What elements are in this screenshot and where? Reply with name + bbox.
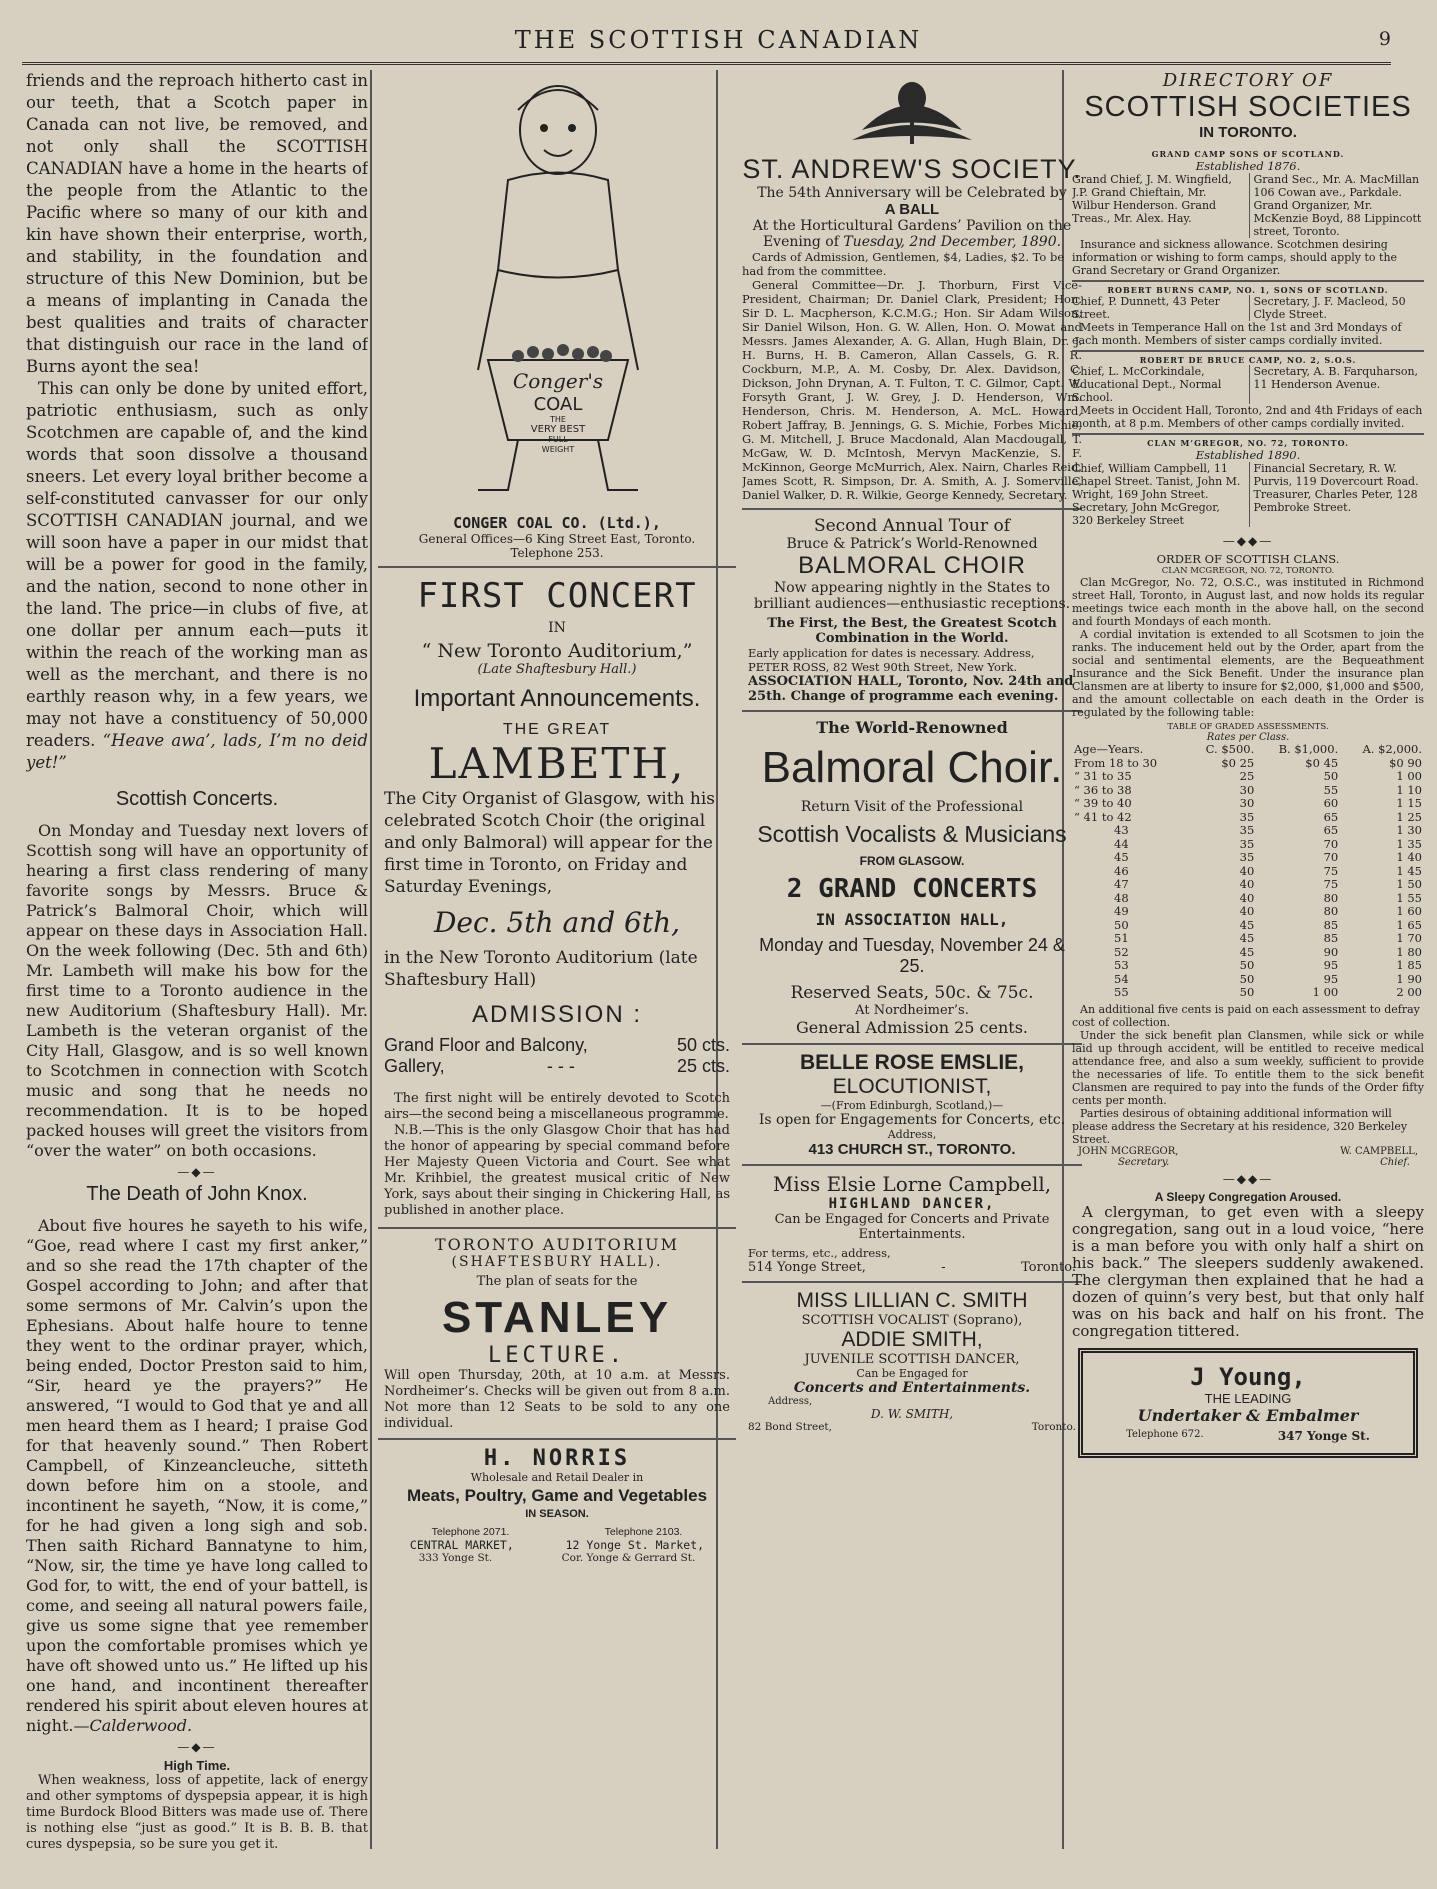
entry-note: Meets in Occident Hall, Toronto, 2nd and 4th Fridays of each month, at 8 p.m. Members of other camps cordially invited. <box>1072 404 1423 430</box>
norris-market: CENTRAL MARKET, <box>409 1538 514 1552</box>
campbell-dash: - <box>941 1260 946 1275</box>
tour-text: Now appearing nightly in the States to brilliant audiences—enthusiastic receptions. <box>753 580 1071 612</box>
table-cell: 1 90 <box>1396 971 1422 986</box>
entry-officers <box>1072 173 1424 238</box>
table-cell: 2 00 <box>1396 985 1422 999</box>
wr-general: General Admission 25 cents. <box>796 1018 1028 1037</box>
late-name: (Late Shaftesbury Hall.) <box>477 662 637 677</box>
conger-address: General Offices—6 King Street East, Toronto. <box>418 532 696 546</box>
clans-text: A cordial invitation is extended to all Scotsmen to join the ranks. The inducement held out by the Order, apart from the social and sentimental elements, are the Bequeathment Insurance and the Sick Benefit. Under the insurance plan Clansmen are at liberty to insure for $2,000, $1,000 and $500, and the amount collectable on each death in the Order is regulated by the following table: <box>1072 628 1424 719</box>
hightime-text: When weakness, loss of appetite, lack of energy and other symptoms of dyspepsia appear, it is high time Burdock Blood Bitters was made use of. There is nothing else “just as good.” It is B. B. B. that cures dyspepsia, so be sure you get it. <box>26 1773 368 1852</box>
lambeth-title: LAMBETH, <box>428 739 686 788</box>
norris-sub: Wholesale and Retail Dealer in <box>470 1471 644 1484</box>
tour-line2: Bruce & Patrick’s World-Renowned <box>786 536 1038 552</box>
table-cell: 47 <box>1114 877 1129 891</box>
entry-name: GRAND CAMP SONS OF SCOTLAND. <box>1151 149 1345 159</box>
campbell-address-row <box>748 1260 1076 1275</box>
table-cell: 65 <box>1323 823 1339 837</box>
society-committee: General Committee—Dr. J. Thorburn, First Vice-President, Chairman; Dr. Daniel Clark, President; Hon. Sir D. L. Macpherson, K.C.M.G.; Hon. Sir Adam Wilson, Sir Daniel Wilson, Hon. G. W. Allen, Hon. O. Mowat and Messrs. James Alexander, A. G. Allan, Hugh Blain, Dr. J. H. Burns, H. B. Cameron, Allan Cassels, G. R. R. Cockburn, M.P., A. M. Cosby, Dr. Alex. Davidson, C. Dickson, John Drynan, A. T. Fulton, T. C. Gilmor, Capt. W. Forsyth Grant, J. W. Grey, J. D. Henderson, Wm. Henderson, Chris. M. Henderson, A. McL. Howard, Robert Jaffray, B. Jennings, G. S. Michie, Forbes Michie, G. M. Mitchell, J. Bruce Macdonald, Alan Macdougall, T. McGaw, W. D. McIntosh, Mervyn MacKenzie, S. F. McKinnon, George McMurrich, Alex. Nairn, Charles Reid, James Scott, R. Simpson, Dr. A. Smith, A. J. Somerville, Daniel Walker, D. R. Wilkie, George Kennedy, Secretary. <box>742 278 1082 502</box>
society-line1: The 54th Anniversary will be Celebrated by <box>757 185 1067 201</box>
wr-reserved: Reserved Seats, 50c. & 75c. <box>790 983 1034 1003</box>
entry-officers <box>1072 365 1424 404</box>
entry-note: Insurance and sickness allowance. Scotchmen desiring information or wishing to form camps, should apply to the Grand Secretary or Grand Organizer. <box>1072 238 1398 277</box>
stanley-text: Will open Thursday, 20th, at 10 a.m. at Messrs. Nordheimer’s. Checks will be given out from 8 a.m. Not more than 12 Seats to be sold to any one individual. <box>384 1368 730 1431</box>
concerts-text: On Monday and Tuesday next lovers of Scottish song will have an opportunity of hearing a first class rendering of many favorite songs by Messrs. Bruce & Patrick’s Balmoral Choir, which will appear on these days in Association Hall. On the week following (Dec. 5th and 6th) Mr. Lambeth will make his bow for the first time to a Toronto audience in the new Auditorium (Shaftesbury Hall). Mr. Lambeth is the veteran organist of the City Hall, Glasgow, and is so well known to Scotchmen in connection with Scotch music and song that he needs no recommendation. It is to be hoped packed houses will greet the visitors from “over the water” on both occasions. <box>26 821 368 1160</box>
table-cell: 70 <box>1323 836 1339 851</box>
society-line2-text: At the Horticultural Gardens’ Pavilion on the Evening of <box>752 218 1072 250</box>
table-cell: “ 36 to 38 <box>1074 782 1132 797</box>
page-header <box>0 20 1437 62</box>
young-ad <box>1078 1348 1418 1458</box>
table-cell: 1 40 <box>1396 850 1422 864</box>
table-cell: 1 50 <box>1396 877 1422 891</box>
ta-sub: (SHAFTESBURY HALL). <box>451 1254 663 1270</box>
norris-markets <box>384 1538 730 1552</box>
editorial-paragraph: friends and the reproach hitherto cast in our teeth, that a Scotch paper in Canada can not live, be removed, and not only shall the SCOTTISH CANADIAN have a home in the hearts of the people from the Atlantic to the Pacific where so many of our kith and kin have shown their enterprise, worth, and stability, in the foundation and structure of this New Dominion, but be a means of implanting in Canada the best qualities and traits of character that distinguish our race in the land of Burns ayont the sea! <box>26 71 368 376</box>
entry-name: CLAN M’GREGOR, NO. 72, TORONTO. <box>1147 438 1349 448</box>
table-cell: 53 <box>1114 958 1129 972</box>
entry-officers-left: Grand Chief, J. M. Wingfield, J.P. Grand Chieftain, Mr. Wilbur Henderson. Grand Treas., Mr. Alex. Hay. <box>1072 173 1232 225</box>
wr-dates: Monday and Tuesday, November 24 & 25. <box>759 935 1065 976</box>
sleepy-text: A clergyman, to get even with a sleepy congregation, sang out in a loud voice, “here is a man before you with only half a shirt on his back.” The sleepers suddenly awakened. The clergyman then explained that he had a dozen of quinn’s very best, but that only half was on his back and half on his front. The congregation tittered. <box>1072 1202 1424 1340</box>
table-cell: 40 <box>1239 877 1255 891</box>
norris-tel: Telephone 2103. <box>604 1526 683 1538</box>
auditorium-name: “ New Toronto Auditorium,” <box>421 640 693 662</box>
entry-officers-right: Secretary, J. F. Macleod, 50 Clyde Street. <box>1249 295 1425 321</box>
table-row <box>1072 757 1424 771</box>
table-cell: 85 <box>1323 931 1339 945</box>
knox-source: —Calderwood. <box>73 1716 193 1735</box>
norris-addr: Cor. Yonge & Gerrard St. <box>561 1552 696 1564</box>
tour-apply: Early application for dates is necessary. Address, PETER ROSS, 82 West 90th Street, New York. <box>748 646 1035 674</box>
table-cell: 50 <box>1239 985 1255 999</box>
table-row <box>1072 946 1424 960</box>
lambeth-dates: Dec. 5th and 6th, <box>433 906 681 939</box>
entry-officers-right: Grand Sec., Mr. A. MacMillan 106 Cowan ave., Parkdale. Grand Organizer, Mr. McKenzie Boyd, 88 Lippincott street, Toronto. <box>1249 173 1425 238</box>
table-row <box>1072 878 1424 892</box>
society-cards: Cards of Admission, Gentlemen, $4, Ladies, $2. To be had from the committee. <box>742 250 1065 278</box>
society-line2 <box>742 218 1082 250</box>
table-cell: $0 25 <box>1221 755 1255 770</box>
table-cell: 1 25 <box>1396 809 1422 824</box>
norris-tel: Telephone 2071. <box>431 1526 510 1538</box>
tour-line1: Second Annual Tour of <box>813 516 1011 536</box>
table-cell: 60 <box>1323 796 1339 810</box>
table-cell: 1 55 <box>1396 890 1422 905</box>
knox-body: About five houres he sayeth to his wife, “Goe, read where I cast my first anker,” and so she read the 17th chapter of the Gospel according to John; and after that some sermons of Mr. Calvin’s upon the Ephesians. About halfe houre to tenne they went to the ordinar prayer, which, being ended, Doctor Preston said to him, “Sir, heard ye the prayers?” He answered, “I would to God that ye and all men heard them as I heard; I praise God for that heavenly sound.” Then Robert Campbell, of Kinzeancleuche, sitteth down before him on a stoole, and incontinent he sayeth, “Now, it is come,” for he had given a long sigh and sob. Then saith Richard Bannatyne to him, “Now, sir, the time ye have long called to God for, to witt, the end of your battell, is come, and seeing all natural powers faile, give us some signe that yee remember upon the comfortable promises which ye have oft showed unto us.” He lifted up his one hand, and incontinent thereafter rendered his spirit about eleven houres at night. <box>26 1216 368 1735</box>
table-cell: 52 <box>1114 944 1129 959</box>
table-cell: 95 <box>1323 958 1339 972</box>
campbell-text: Can be Engaged for Concerts and Private Entertainments. <box>774 1212 1050 1242</box>
table-cell: 25 <box>1239 769 1255 783</box>
table-cell: 30 <box>1239 796 1255 810</box>
tour-assoc: ASSOCIATION HALL, Toronto, Nov. 24th and 25th. Change of programme each evening. <box>748 674 1074 704</box>
campbell-city: Toronto. <box>1021 1260 1076 1275</box>
coal-sack-text: FULL <box>548 435 568 444</box>
table-cell: 1 30 <box>1396 823 1422 837</box>
directory-title: DIRECTORY OF <box>1162 70 1334 91</box>
smith-engaged: Can be Engaged for <box>856 1367 968 1380</box>
wr-choir: Balmoral Choir. <box>761 743 1063 792</box>
divider-ornament: —◆— <box>177 1740 217 1754</box>
wr-heading: The World-Renowned <box>816 718 1008 737</box>
first-concert-title: FIRST CONCERT <box>417 576 697 616</box>
table-cell: 55 <box>1323 782 1339 797</box>
norris-addresses <box>384 1552 730 1564</box>
table-cell: 95 <box>1323 971 1339 986</box>
entry-officers <box>1072 462 1424 527</box>
table-row <box>1072 959 1424 973</box>
entry-officers-right: Secretary, A. B. Farquharson, 11 Henderson Avenue. <box>1249 365 1425 404</box>
table-cell: 1 10 <box>1396 782 1422 797</box>
table-cell: 1 00 <box>1396 769 1422 783</box>
admission-row <box>384 1035 730 1056</box>
coal-sack-text: THE <box>550 415 566 424</box>
young-addr: 347 Yonge St. <box>1277 1428 1370 1443</box>
signatures <box>1072 1146 1424 1168</box>
column-4 <box>1072 70 1424 1859</box>
tour-ad <box>742 510 1082 712</box>
table-cell: 40 <box>1239 863 1255 878</box>
table-cell: “ 41 to 42 <box>1074 809 1132 824</box>
coal-sack-text: Conger's <box>512 369 604 393</box>
smith-address-label: Address, <box>768 1396 813 1407</box>
society-entry <box>1072 149 1424 282</box>
table-cell: $0 45 <box>1305 755 1339 770</box>
clans-heading: ORDER OF SCOTTISH CLANS. <box>1156 552 1340 566</box>
coal-boy-illustration <box>378 70 736 510</box>
campbell-ad <box>742 1166 1082 1283</box>
table-cell: 44 <box>1114 836 1129 851</box>
table-cell: 49 <box>1114 904 1129 918</box>
the-great: THE GREAT <box>502 721 612 738</box>
table-cell: 80 <box>1323 890 1339 905</box>
world-renowned-ad <box>742 712 1082 1045</box>
knox-heading: The Death of John Knox. <box>86 1183 308 1205</box>
emslie-name: BELLE ROSE EMSLIE, <box>799 1051 1025 1074</box>
entry-officers-left: Chief, William Campbell, 11 Chapel Street. Tanist, John M. Wright, 169 John Street. Secretary, John McGregor, 320 Berkeley Street <box>1072 462 1241 527</box>
clans-sub: CLAN MCGREGOR, NO. 72, TORONTO. <box>1161 566 1335 576</box>
concerts-heading: Scottish Concerts. <box>115 788 279 810</box>
important-title: Important Announcements. <box>413 685 701 712</box>
divider-ornament: —◆◆— <box>1222 534 1274 548</box>
wr-grand: 2 GRAND CONCERTS <box>786 874 1038 904</box>
table-cell: 40 <box>1239 890 1255 905</box>
ta-plan: The plan of seats for the <box>476 1274 638 1289</box>
norris-goods: Meats, Poultry, Game and Vegetables <box>406 1486 708 1505</box>
young-phone: Telephone 672. <box>1126 1428 1204 1440</box>
admission-row <box>384 1056 730 1077</box>
admission-label: Gallery, <box>384 1056 445 1076</box>
entry-officers <box>1072 295 1424 321</box>
entry-name: ROBERT DE BRUCE CAMP, NO. 2, S.O.S. <box>1139 355 1357 365</box>
society-date: Tuesday, 2nd December, 1890. <box>843 234 1062 250</box>
table-cell: 75 <box>1323 863 1339 878</box>
campbell-addr: 514 Yonge Street, <box>748 1260 866 1275</box>
young-trade: Undertaker & Embalmer <box>1137 1405 1359 1425</box>
column-2 <box>378 70 736 1859</box>
wr-return: Return Visit of the Professional <box>800 799 1024 815</box>
table-row <box>1072 851 1424 865</box>
table-cell: 65 <box>1323 809 1339 824</box>
table-row <box>1072 919 1424 933</box>
table-cell: 85 <box>1323 917 1339 932</box>
table-cell: 46 <box>1114 863 1129 878</box>
table-title: TABLE OF GRADED ASSESSMENTS. <box>1167 722 1329 732</box>
column-1 <box>26 70 368 1859</box>
smith-name: MISS LILLIAN C. SMITH <box>796 1289 1028 1312</box>
smith-title: SCOTTISH VOCALIST (Soprano), <box>801 1313 1023 1328</box>
conger-coal-ad <box>378 70 736 568</box>
entry-established: Established 1890. <box>1195 448 1301 462</box>
table-cell: 35 <box>1239 850 1255 864</box>
young-leading: THE LEADING <box>1204 1390 1292 1406</box>
table-cell: 51 <box>1114 931 1129 945</box>
table-cell: 1 85 <box>1396 958 1422 972</box>
editorial-quote: “Heave awa’, lads, I’m no deid yet!” <box>26 731 368 772</box>
table-cell: “ 39 to 40 <box>1074 796 1132 810</box>
table-cell: 50 <box>1239 958 1255 972</box>
smith-street: 82 Bond Street, <box>748 1421 832 1433</box>
admission-heading: ADMISSION : <box>471 1001 643 1028</box>
wr-hall: IN ASSOCIATION HALL, <box>815 910 1009 929</box>
clans-text: Clan McGregor, No. 72, O.S.C., was instituted in Richmond street Hall, Toronto, in August last, and now holds its regular meetings twice each month in the above hall, on the second and fourth Mondays of each month. <box>1072 576 1424 628</box>
table-cell: 1 60 <box>1396 904 1422 918</box>
society-entry <box>1072 352 1424 435</box>
table-cell: 48 <box>1114 890 1129 905</box>
table-cell: 45 <box>1114 850 1129 864</box>
society-entry <box>1072 282 1424 352</box>
divider-ornament: —◆— <box>177 1165 217 1179</box>
coal-sack-text: COAL <box>533 394 583 415</box>
table-row <box>1072 973 1424 987</box>
page-number: 9 <box>1378 28 1391 50</box>
norris-phones <box>384 1526 730 1538</box>
table-cell: 1 35 <box>1396 836 1422 851</box>
emslie-ad <box>742 1045 1082 1166</box>
society-ball: A BALL <box>884 201 940 218</box>
editorial-text: This can only be done by united effort, patriotic enthusiasm, such as only Scotchmen are capable of, and the kind words that soon dissolve a thousand sneers. Let every loyal brither become a self-constituted canvasser for our only SCOTTISH CANADIAN journal, and we will soon have a paper in our midst that will be a power for good in the family, and the nation, second to none other in the land. The price—in clubs of five, at one dollar per annum each—puts it within the reach of the working man as well as the merchant, and there is no earthly reason why, in a few years, we may not have a constituency of 50,000 readers. <box>26 379 368 750</box>
emslie-from: —(From Edinburgh, Scotland,)— <box>820 1099 1004 1112</box>
table-cell: 50 <box>1239 971 1255 986</box>
table-body <box>1072 757 1424 1000</box>
nb-text: N.B.—This is the only Glasgow Choir that has had the honor of appearing by special command before Her Majesty Queen Victoria and Court. See what Mr. Krihbiel, the greatest musical critic of New York, says about their singing in Chickering Hall, as published in another place. <box>384 1123 730 1218</box>
smith-city: Toronto. <box>1031 1421 1076 1433</box>
table-row <box>1072 824 1424 838</box>
wr-at: At Nordheimer’s. <box>855 1003 969 1018</box>
table-cell: 1 15 <box>1396 796 1422 810</box>
conger-phone: Telephone 253. <box>510 546 604 560</box>
lambeth-ad <box>378 568 736 1229</box>
column-3 <box>742 70 1082 1859</box>
table-cell: 35 <box>1239 836 1255 851</box>
sig-name: JOHN MCGREGOR, <box>1078 1145 1179 1157</box>
smith-ad <box>742 1283 1082 1439</box>
table-row <box>1072 905 1424 919</box>
smith-contact: D. W. SMITH, <box>870 1407 954 1421</box>
lambeth-text: The City Organist of Glasgow, with his celebrated Scotch Choir (the original and only Balmoral) will appear for the first time in Toronto, on Friday and Saturday Evenings, <box>384 789 716 897</box>
table-sub: Rates per Class. <box>1206 732 1290 743</box>
campbell-terms: For terms, etc., address, <box>748 1246 891 1260</box>
header-rule <box>22 62 1391 65</box>
entry-officers-right: Financial Secretary, R. W. Purvis, 119 Dovercourt Road. Treasurer, Charles Peter, 128 Pembroke Street. <box>1249 462 1425 527</box>
table-header: Age—Years. <box>1074 742 1144 756</box>
table-row <box>1072 838 1424 852</box>
campbell-title: HIGHLAND DANCER, <box>828 1196 996 1212</box>
table-cell: 1 65 <box>1396 917 1422 932</box>
norris-market: 12 Yonge St. Market, <box>565 1538 705 1552</box>
table-cell: 50 <box>1323 769 1339 783</box>
sig-name: W. CAMPBELL, <box>1340 1145 1418 1157</box>
emslie-open: Is open for Engagements for Concerts, etc. <box>758 1112 1066 1128</box>
coal-sack-text: VERY BEST <box>530 424 586 435</box>
table-cell: 1 80 <box>1396 944 1422 959</box>
signature <box>1340 1146 1418 1168</box>
table-cell: 80 <box>1323 904 1339 918</box>
table-cell: 45 <box>1239 931 1255 945</box>
norris-addr: 333 Yonge St. <box>418 1552 493 1564</box>
tour-best: The First, the Best, the Greatest Scotch Combination in the World. <box>767 616 1057 646</box>
admission-label: Grand Floor and Balcony, <box>384 1035 588 1055</box>
wr-vocal: Scottish Vocalists & Musicians <box>757 821 1067 847</box>
table-header: B. $1,000. <box>1278 742 1339 756</box>
in-word: IN <box>548 620 566 636</box>
table-header: A. $2,000. <box>1362 742 1422 756</box>
directory-sub: IN TORONTO. <box>1199 124 1297 141</box>
table-cell: 43 <box>1114 823 1129 837</box>
entry-established: Established 1876. <box>1195 159 1301 173</box>
society-entry <box>1072 435 1424 530</box>
newspaper-title: THE SCOTTISH CANADIAN <box>514 26 923 54</box>
sleepy-heading: A Sleepy Congregation Aroused. <box>1154 1189 1342 1204</box>
table-cell: 35 <box>1239 809 1255 824</box>
table-cell: 70 <box>1323 850 1339 864</box>
table-cell: 54 <box>1114 971 1129 986</box>
table-cell: $0 90 <box>1389 755 1422 770</box>
table-cell: 1 00 <box>1312 985 1339 999</box>
table-cell: 50 <box>1114 917 1129 932</box>
table-cell: 1 45 <box>1396 863 1422 878</box>
divider-ornament: —◆◆— <box>1222 1171 1274 1186</box>
norris-name: H. NORRIS <box>483 1446 631 1471</box>
signature <box>1078 1146 1178 1168</box>
table-row <box>1072 865 1424 879</box>
norris-ad <box>378 1440 736 1570</box>
tour-choir: BALMORAL CHOIR <box>798 552 1026 579</box>
entry-note: Meets in Temperance Hall on the 1st and 3rd Mondays of each month. Members of sister camps cordially invited. <box>1072 321 1402 347</box>
editorial-paragraph <box>26 378 368 774</box>
directory-main: SCOTTISH SOCIETIES <box>1084 91 1412 123</box>
thistle-icon <box>742 70 1082 150</box>
coal-sack-text: WEIGHT <box>541 445 575 454</box>
table-cell: 75 <box>1323 877 1339 891</box>
admission-dashes: - - - <box>546 1056 575 1076</box>
table-row <box>1072 811 1424 825</box>
sig-title: Chief. <box>1380 1156 1410 1168</box>
young-name: J Young, <box>1190 1362 1306 1391</box>
stanley-title: STANLEY <box>441 1293 673 1342</box>
young-contact <box>1089 1429 1407 1443</box>
assessment-table <box>1072 743 1424 1000</box>
table-row <box>1072 986 1424 1000</box>
table-cell: 90 <box>1323 944 1339 959</box>
stanley-ad <box>378 1229 736 1440</box>
smith-address-row <box>748 1421 1076 1433</box>
table-header: C. $500. <box>1205 742 1255 756</box>
table-cell: 40 <box>1239 904 1255 918</box>
wr-from: FROM GLASGOW. <box>859 854 965 868</box>
table-cell: 35 <box>1239 823 1255 837</box>
norris-season: IN SEASON. <box>525 1508 589 1520</box>
emslie-title: ELOCUTIONIST, <box>832 1075 992 1098</box>
ta-title: TORONTO AUDITORIUM <box>434 1235 680 1254</box>
hightime-heading: High Time. <box>163 1758 231 1773</box>
table-cell: 45 <box>1239 944 1255 959</box>
table-cell: 1 70 <box>1396 931 1422 945</box>
smith-concerts: Concerts and Entertainments. <box>793 1380 1031 1396</box>
table-row <box>1072 892 1424 906</box>
table-cell: 45 <box>1239 917 1255 932</box>
first-night-text: The first night will be entirely devoted to Scotch airs—the second being a miscellaneous programme. <box>384 1091 730 1122</box>
addie-name: ADDIE SMITH, <box>841 1328 983 1351</box>
campbell-name: Miss Elsie Lorne Campbell, <box>772 1172 1052 1196</box>
clans-text: An additional five cents is paid on each assessment to defray cost of collection. <box>1072 1002 1420 1029</box>
table-cell: From 18 to 30 <box>1074 755 1158 770</box>
table-cell: 55 <box>1114 985 1129 999</box>
addie-title: JUVENILE SCOTTISH DANCER, <box>804 1352 1020 1367</box>
sig-title: Secretary. <box>1118 1156 1170 1168</box>
table-row <box>1072 784 1424 798</box>
conger-name: CONGER COAL CO. (Ltd.), <box>453 514 661 532</box>
knox-text <box>26 1216 368 1736</box>
clans-text: Under the sick benefit plan Clansmen, while sick or while laid up through accident, will be entitled to receive medical attendance free, and also a sum weekly, sufficient to provide the necessaries of life. To entitle them to the sick benefit Clansmen are required to pay into the funds of the Order fifty cents per month. <box>1072 1028 1424 1107</box>
society-title: ST. ANDREW'S SOCIETY. <box>742 154 1082 184</box>
table-cell: 30 <box>1239 782 1255 797</box>
emslie-address-label: Address, <box>887 1128 937 1141</box>
admission-price: 25 cts. <box>676 1056 730 1076</box>
table-header-row <box>1072 743 1424 757</box>
table-cell: “ 31 to 35 <box>1074 769 1132 783</box>
admission-price: 50 cts. <box>676 1035 730 1055</box>
entry-officers-left: Chief, L. McCorkindale, Educational Dept., Normal School. <box>1072 365 1222 404</box>
lambeth-venue: in the New Toronto Auditorium (late Shaftesbury Hall) <box>384 948 698 990</box>
lecture-title: LECTURE. <box>488 1343 626 1368</box>
table-row <box>1072 770 1424 784</box>
table-row <box>1072 932 1424 946</box>
emslie-address: 413 CHURCH ST., TORONTO. <box>808 1141 1016 1158</box>
table-row <box>1072 797 1424 811</box>
st-andrews-ad <box>742 70 1082 510</box>
clans-text: Parties desirous of obtaining additional information will please address the Secretary at his residence, 320 Berkeley Street. <box>1072 1106 1408 1146</box>
column-divider <box>370 70 372 1849</box>
entry-name: ROBERT BURNS CAMP, NO. 1, SONS OF SCOTLAND. <box>1107 285 1389 295</box>
entry-officers-left: Chief, P. Dunnett, 43 Peter Street. <box>1072 295 1220 321</box>
